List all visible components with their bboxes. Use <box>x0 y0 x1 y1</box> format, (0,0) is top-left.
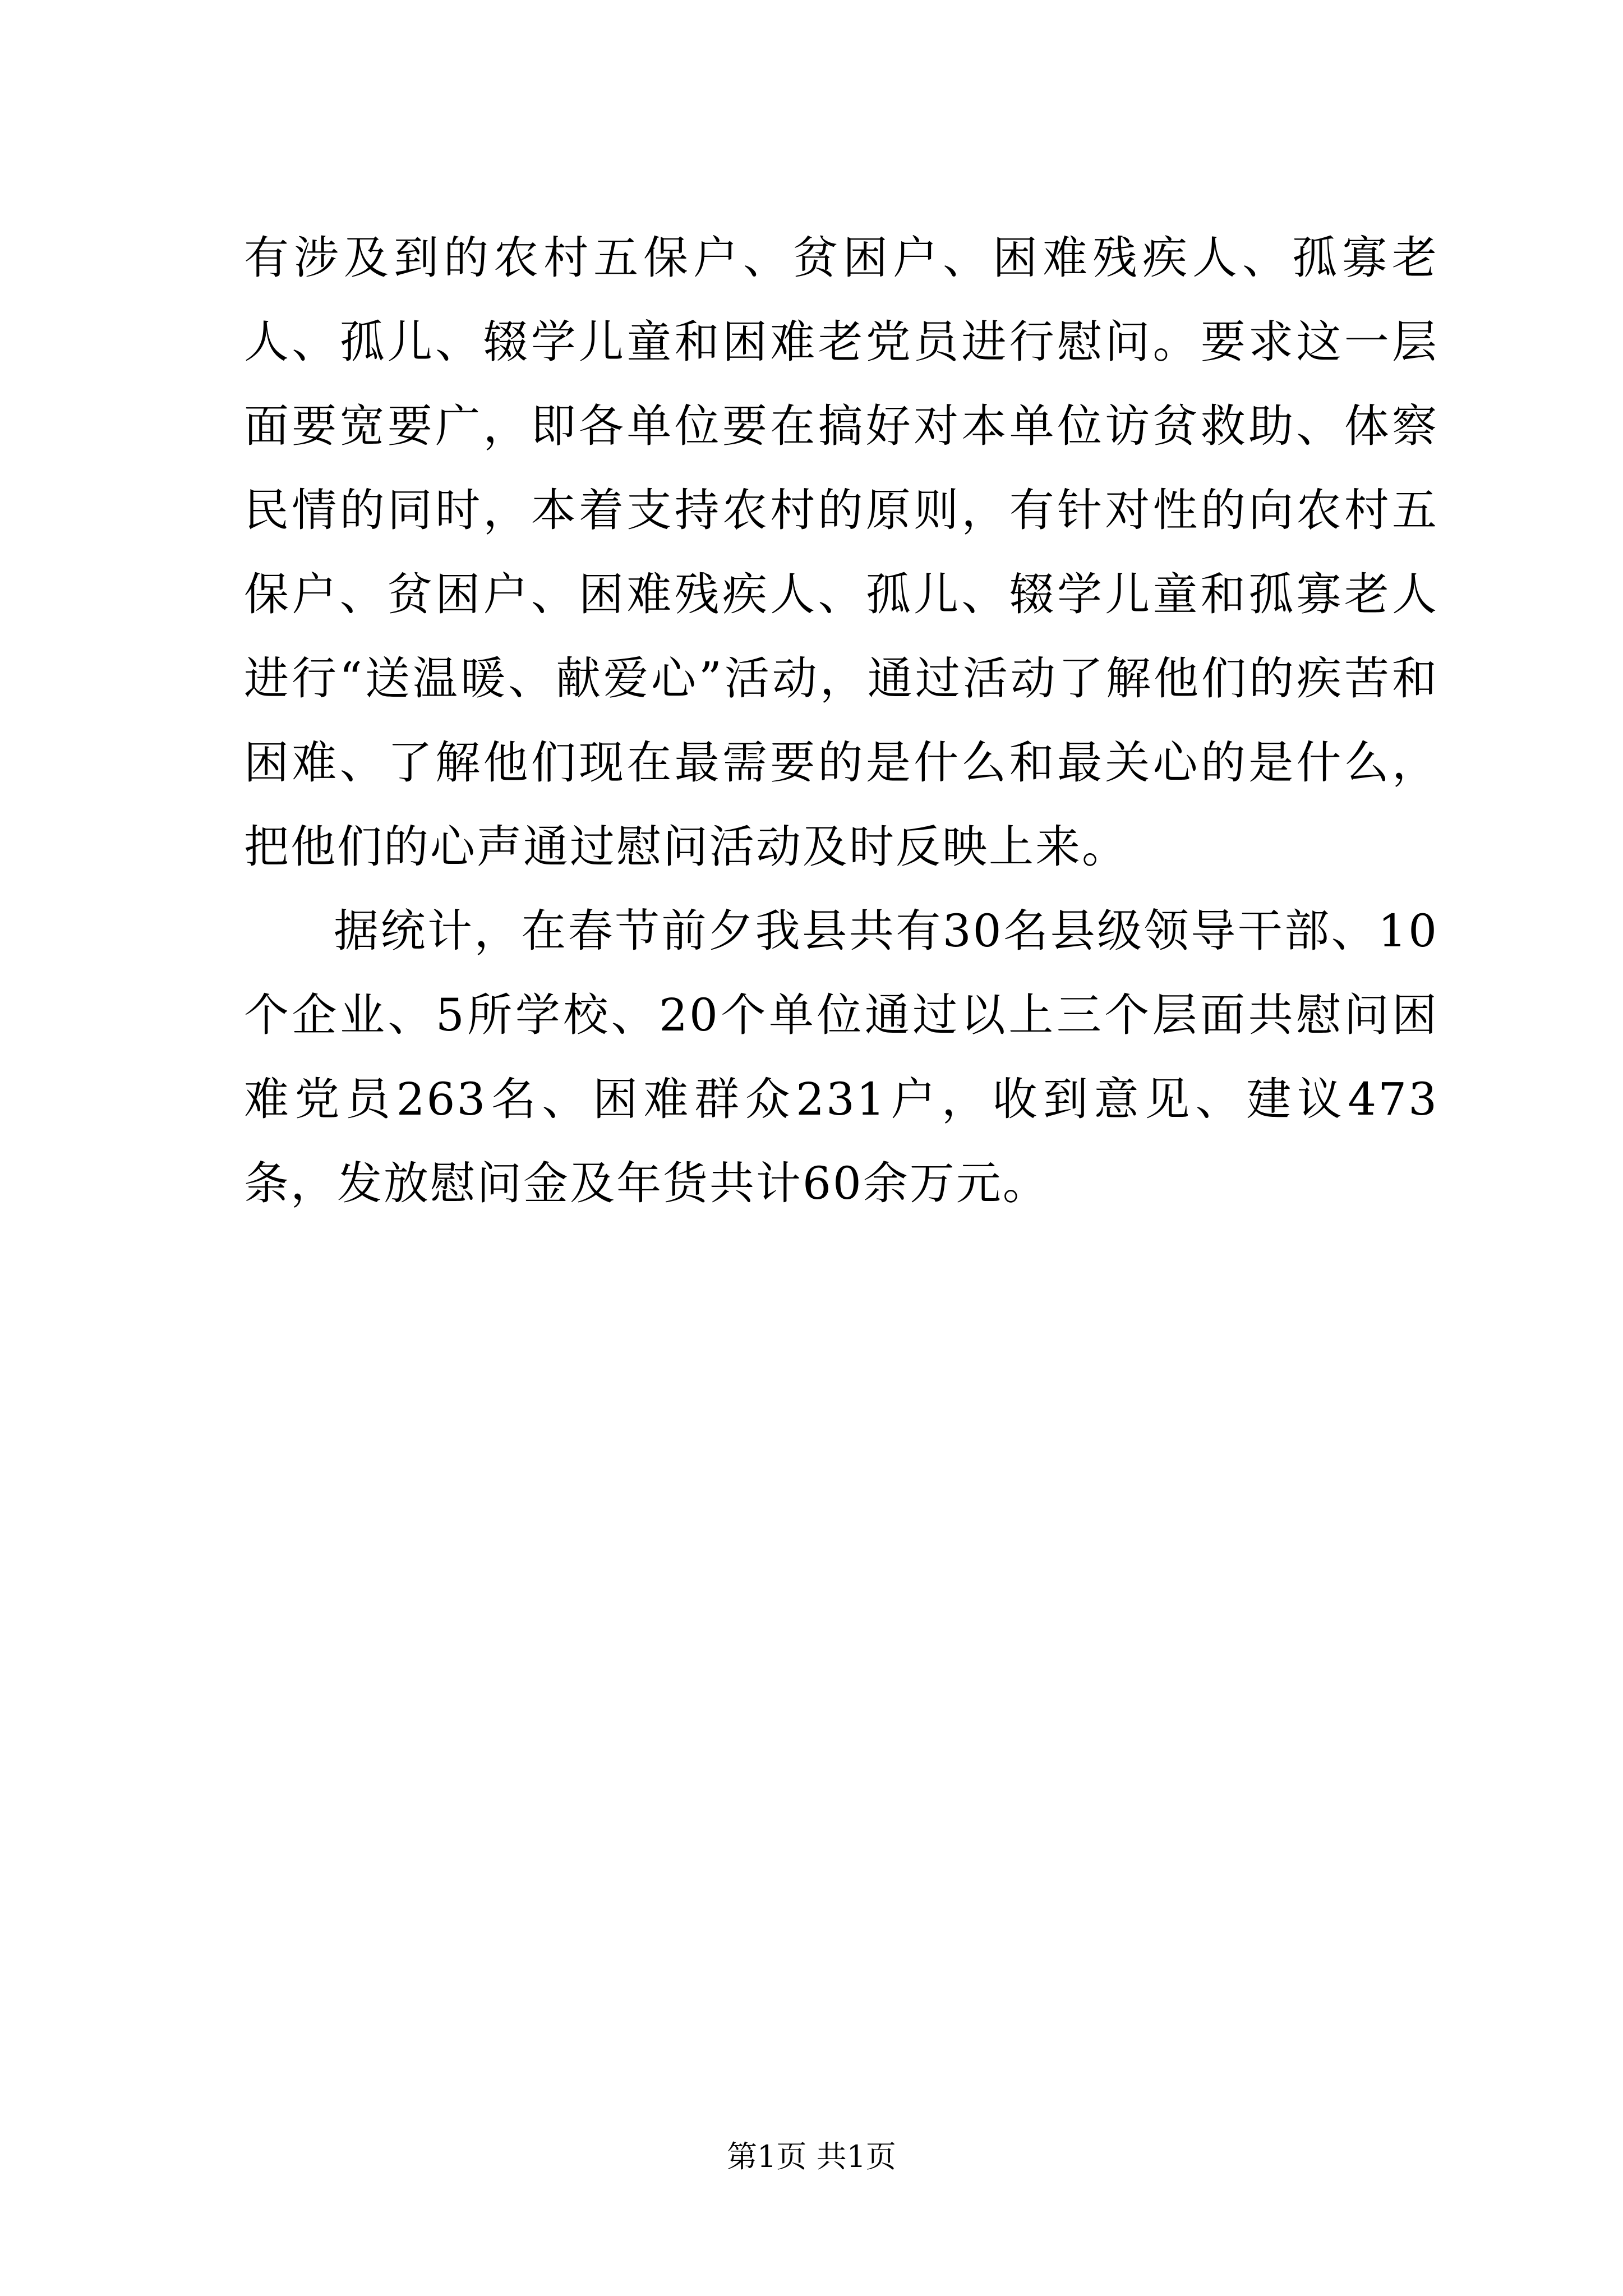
page-number-footer: 第1页 共1页 <box>727 2139 896 2174</box>
paragraph-statistics: 据统计，在春节前夕我县共有30名县级领导干部、10个企业、5所学校、20个单位通过以上三个层面共慰问困难党员263名、困难群众231户，收到意见、建议473条，发放慰问金及年货共计60余万元。 <box>244 905 1438 1209</box>
paragraph-continuation: 有涉及到的农村五保户、贫困户、困难残疾人、孤寡老人、孤儿、辍学儿童和困难老党员进行慰问。要求这一层面要宽要广，即各单位要在搞好对本单位访贫救助、体察民情的同时，本着支持农村的原则，有针对性的向农村五保户、贫困户、困难残疾人、孤儿、辍学儿童和孤寡老人进行“送温暖、献爱心”活动，通过活动了解他们的疾苦和困难、了解他们现在最需要的是什么和最关心的是什么，把他们的心声通过慰问活动及时反映上来。 <box>244 232 1438 873</box>
document-body <box>244 216 1438 1226</box>
